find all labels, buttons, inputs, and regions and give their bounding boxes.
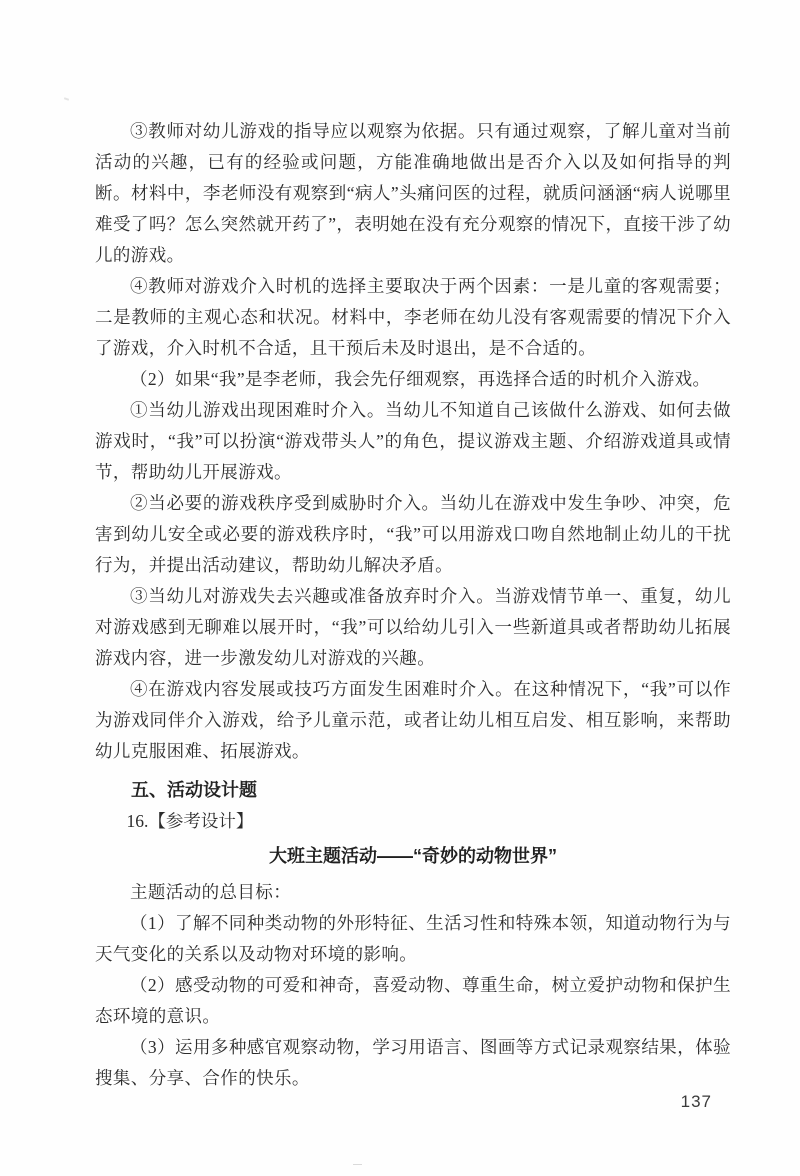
answer-paragraph: ④在游戏内容发展或技巧方面发生困难时介入。在这种情况下，“我”可以作为游戏同伴介入游戏，给予儿童示范，或者让幼儿相互启发、相互影响，来帮助幼儿克服困难、拓展游戏。 bbox=[95, 679, 731, 761]
goal-paragraph: （2）感受动物的可爱和神奇，喜爱动物、尊重生命，树立爱护动物和保护生态环境的意识。 bbox=[95, 975, 731, 1026]
goal-paragraph: （1）了解不同种类动物的外形特征、生活习性和特殊本领，知道动物行为与天气变化的关系以及动物对环境的影响。 bbox=[95, 913, 731, 964]
scan-artifact-mark bbox=[353, 1164, 362, 1165]
item-number: 16.【参考设计】 bbox=[126, 811, 254, 831]
goal-paragraph: （3）运用多种感官观察动物，学习用语言、图画等方式记录观察结果，体验搜集、分享、合作的快乐。 bbox=[95, 1037, 731, 1088]
answer-paragraph: ④教师对游戏介入时机的选择主要取决于两个因素：一是儿童的客观需要；二是教师的主观心态和状况。材料中，李老师在幼儿没有客观需要的情况下介入了游戏，介入时机不合适，且干预后未及时退出，是不合适的。 bbox=[95, 276, 731, 358]
activity-title: 大班主题活动——“奇妙的动物世界” bbox=[269, 846, 557, 866]
page-number: 137 bbox=[680, 1092, 712, 1111]
answer-paragraph: ③教师对幼儿游戏的指导应以观察为依据。只有通过观察，了解儿童对当前活动的兴趣，已有的经验或问题，方能准确地做出是否介入以及如何指导的判断。材料中，李老师没有观察到“病人”头痛问医的过程，就质问涵涵“病人说哪里难受了吗？怎么突然就开药了”，表明她在没有充分观察的情况下，直接干涉了幼儿的游戏。 bbox=[95, 121, 731, 265]
goal-label: 主题活动的总目标： bbox=[130, 882, 292, 902]
page-body-text bbox=[95, 116, 731, 1094]
answer-paragraph: ②当必要的游戏秩序受到威胁时介入。当幼儿在游戏中发生争吵、冲突，危害到幼儿安全或必要的游戏秩序时，“我”可以用游戏口吻自然地制止幼儿的干扰行为，并提出活动建议，帮助幼儿解决矛盾。 bbox=[95, 493, 731, 575]
answer-paragraph: （2）如果“我”是李老师，我会先仔细观察，再选择合适的时机介入游戏。 bbox=[130, 369, 711, 389]
scan-artifact-speck bbox=[64, 97, 69, 101]
answer-paragraph: ①当幼儿游戏出现困难时介入。当幼儿不知道自己该做什么游戏、如何去做游戏时，“我”可以扮演“游戏带头人”的角色，提议游戏主题、介绍游戏道具或情节，帮助幼儿开展游戏。 bbox=[95, 400, 731, 482]
answer-paragraph: ③当幼儿对游戏失去兴趣或准备放弃时介入。当游戏情节单一、重复，幼儿对游戏感到无聊难以展开时，“我”可以给幼儿引入一些新道具或者帮助幼儿拓展游戏内容，进一步激发幼儿对游戏的兴趣。 bbox=[95, 586, 731, 668]
section-heading: 五、活动设计题 bbox=[131, 780, 257, 800]
